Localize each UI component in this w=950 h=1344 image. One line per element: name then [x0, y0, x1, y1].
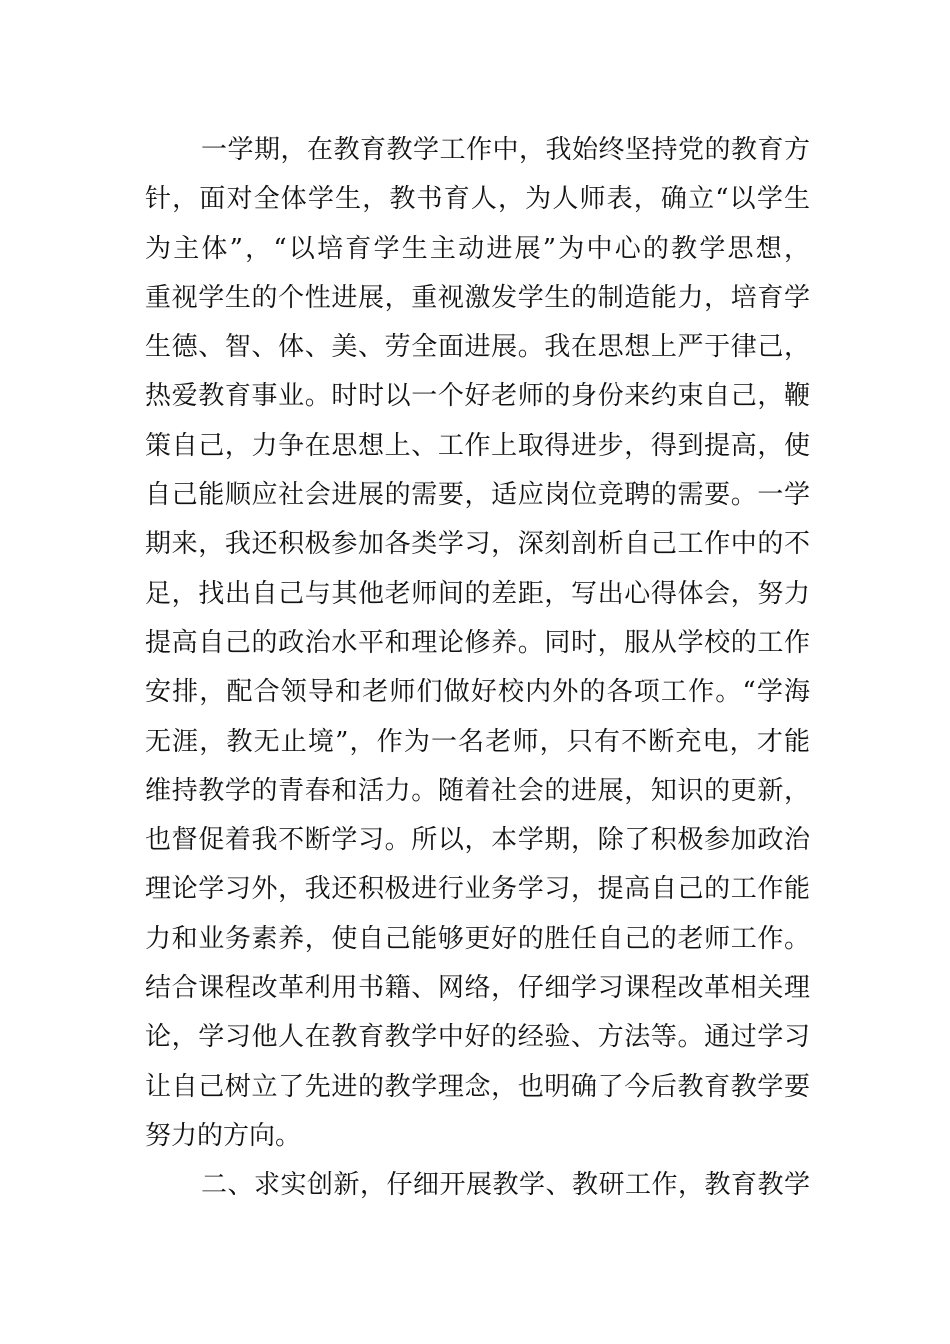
paragraph-line: 也督促着我不断学习。所以，本学期，除了积极参加政治 — [145, 825, 810, 856]
paragraph-line: 期来，我还积极参加各类学习，深刻剖析自己工作中的不 — [145, 529, 810, 560]
paragraph-line: 自己能顺应社会进展的需要，适应岗位竞聘的需要。一学 — [145, 480, 810, 511]
paragraph-line: 安排，配合领导和老师们做好校内外的各项工作。“学海 — [145, 677, 810, 708]
paragraph-line: 结合课程改革利用书籍、网络，仔细学习课程改革相关理 — [145, 973, 810, 1004]
body-text — [145, 126, 810, 1211]
paragraph-line: 重视学生的个性进展，重视激发学生的制造能力，培育学 — [145, 282, 810, 313]
paragraph-line: 热爱教育事业。时时以一个好老师的身份来约束自己，鞭 — [145, 381, 810, 412]
paragraph-line: 无涯，教无止境”，作为一名老师，只有不断充电，才能 — [145, 726, 810, 757]
paragraph-line: 维持教学的青春和活力。随着社会的进展，知识的更新， — [145, 775, 810, 806]
paragraph-line: 让自己树立了先进的教学理念，也明确了今后教育教学要 — [145, 1071, 810, 1102]
paragraph-line: 提高自己的政治水平和理论修养。同时，服从学校的工作 — [145, 627, 810, 658]
paragraph-line: 为主体”，“以培育学生主动进展”为中心的教学思想， — [145, 233, 810, 264]
paragraph-line: 努力的方向。 — [145, 1120, 302, 1151]
paragraph-line: 一学期，在教育教学工作中，我始终坚持党的教育方 — [201, 135, 810, 165]
paragraph-line: 理论学习外，我还积极进行业务学习，提高自己的工作能 — [145, 874, 810, 905]
section-heading-line: 二、求实创新，仔细开展教学、教研工作，教育教学 — [201, 1170, 810, 1201]
paragraph-line: 论，学习他人在教育教学中好的经验、方法等。通过学习 — [145, 1022, 810, 1053]
paragraph-line: 足，找出自己与其他老师间的差距，写出心得体会，努力 — [145, 578, 810, 609]
paragraph-line: 策自己，力争在思想上、工作上取得进步，得到提高，使 — [145, 430, 810, 461]
paragraph-line: 针，面对全体学生，教书育人，为人师表，确立“以学生 — [145, 184, 810, 215]
paragraph-line: 力和业务素养，使自己能够更好的胜任自己的老师工作。 — [145, 923, 810, 954]
paragraph-line: 生德、智、体、美、劳全面进展。我在思想上严于律己， — [145, 332, 810, 363]
